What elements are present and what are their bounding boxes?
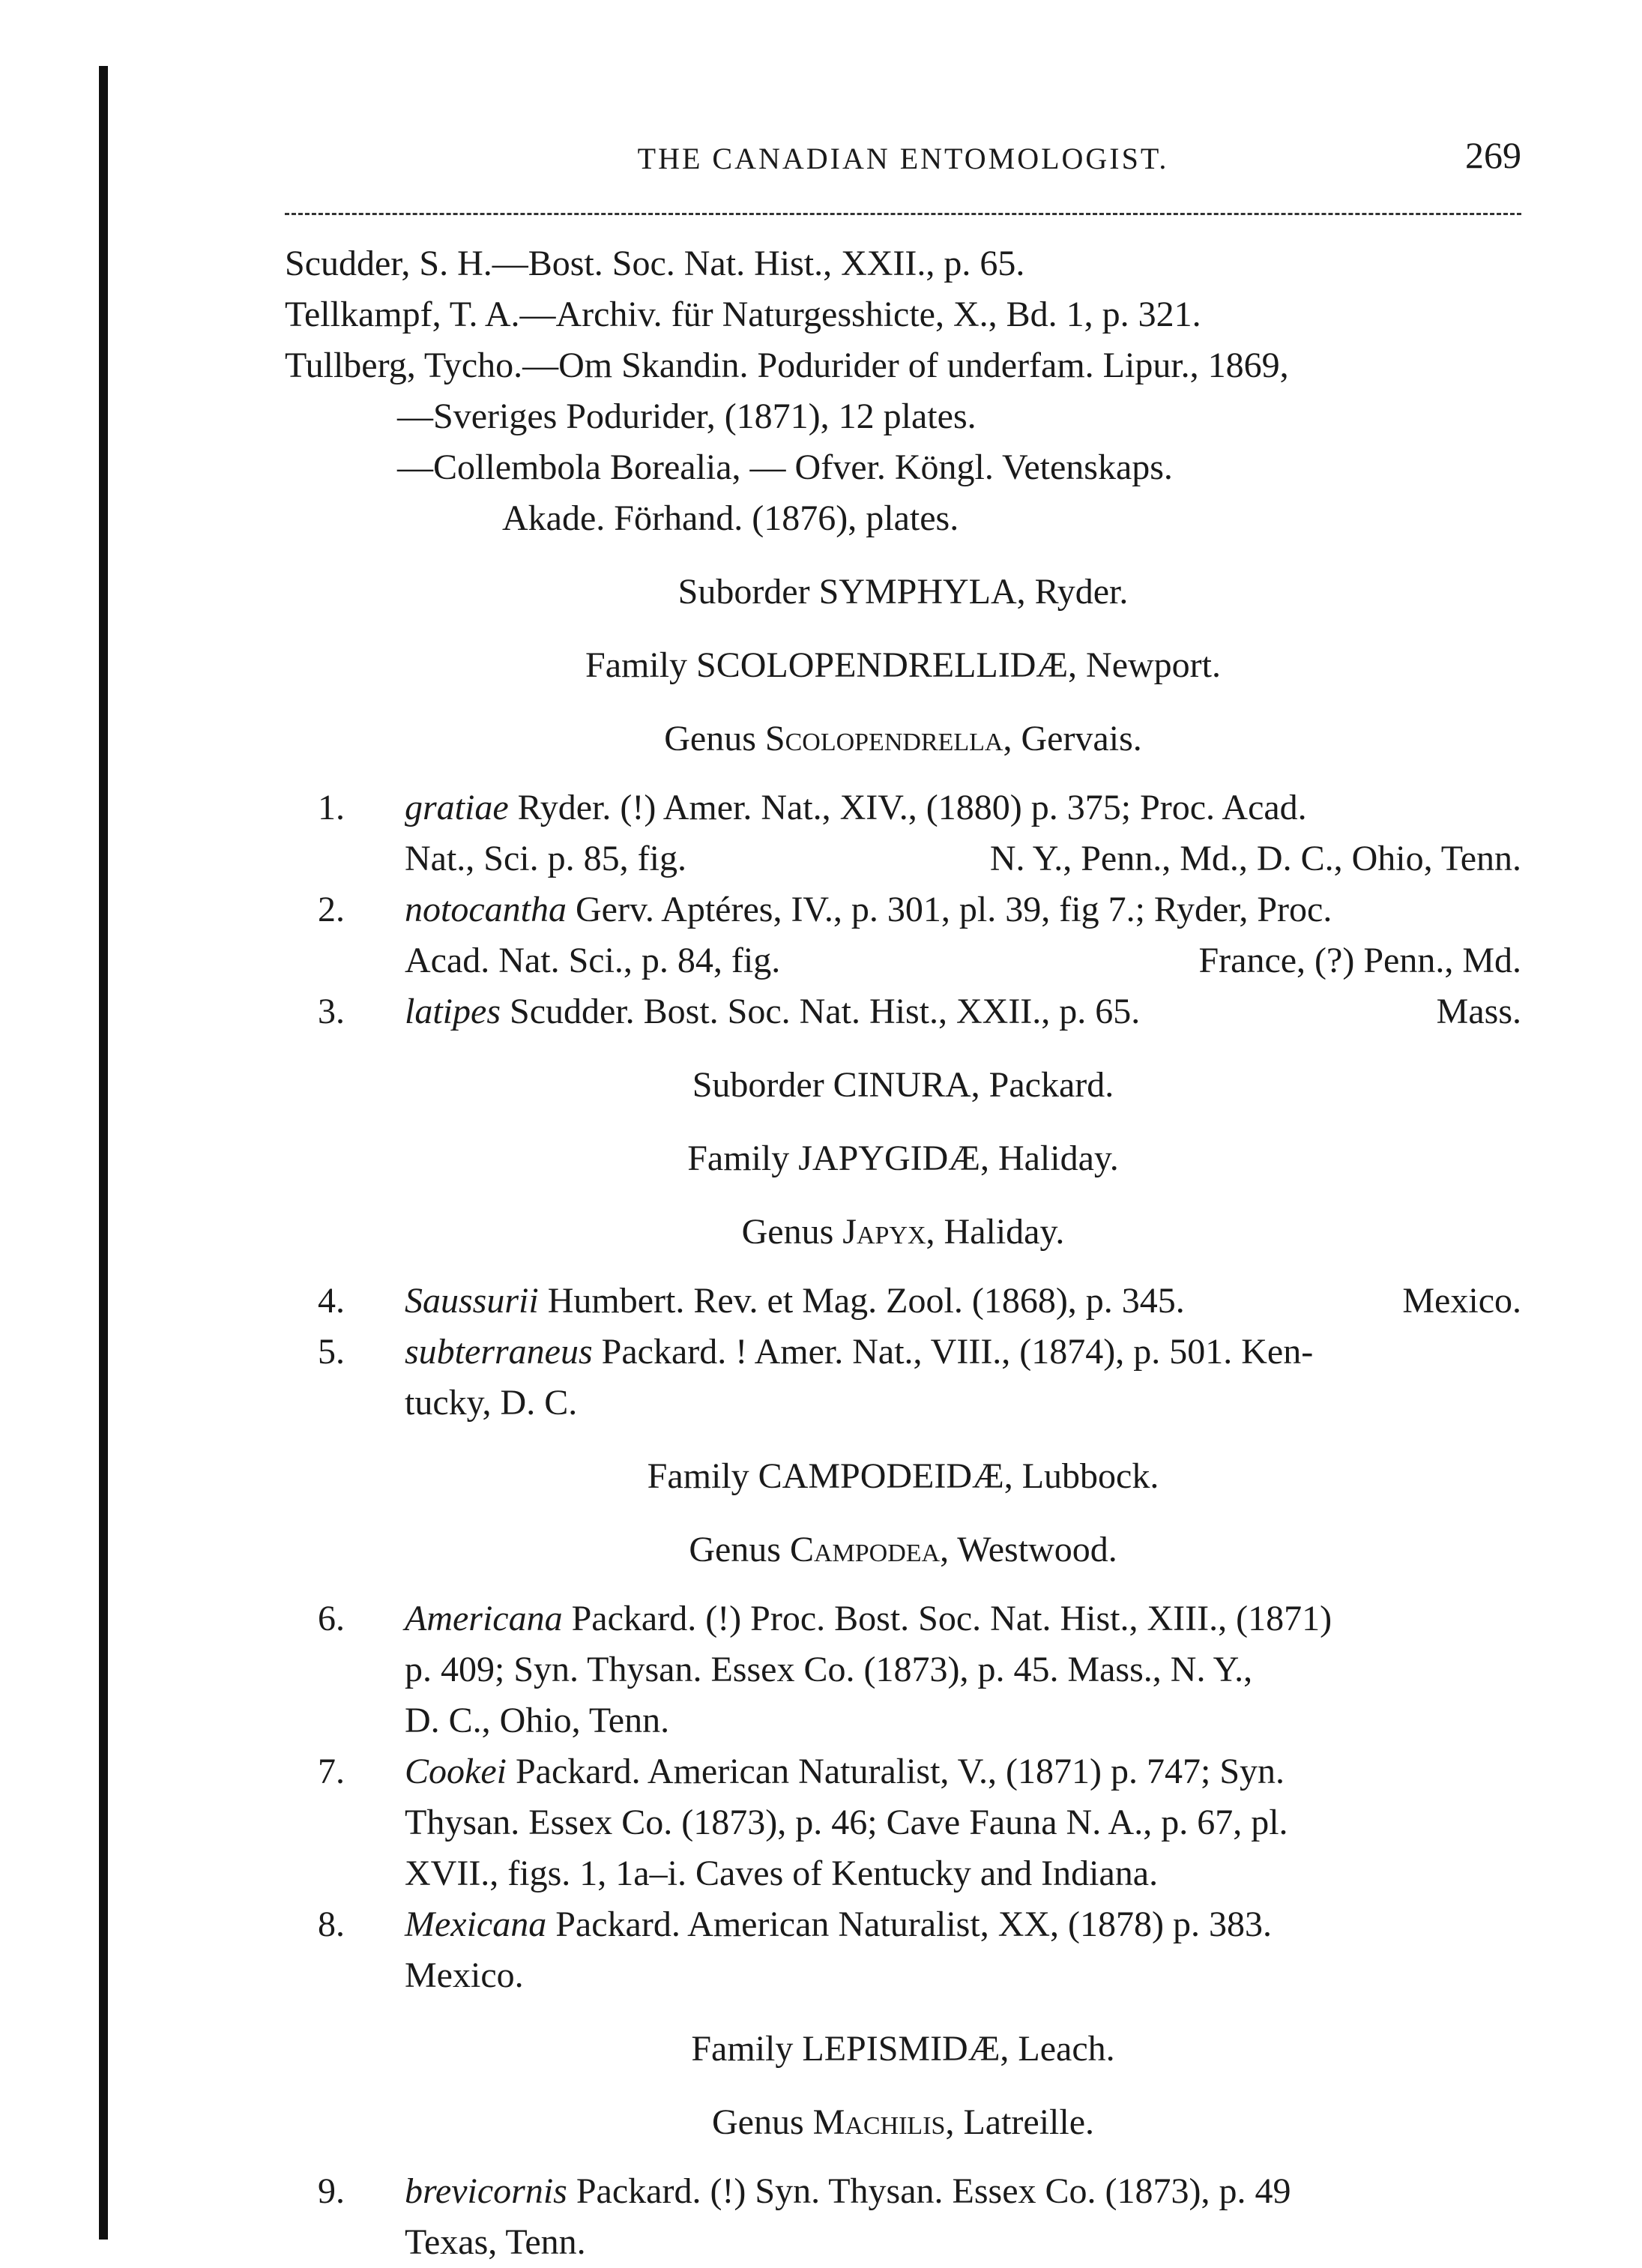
species-entry: 9. brevicornis Packard. (!) Syn. Thysan. Essex Co. (1873), p. 49 Texas, Tenn. — [318, 2171, 1291, 2262]
species-name: Americana — [405, 1599, 563, 1638]
species-name: Mexicana — [405, 1904, 547, 1944]
reference-line: Scudder, S. H.—Bost. Soc. Nat. Hist., XXII., p. 65. — [285, 244, 1025, 283]
species-name: latipes — [405, 992, 501, 1031]
header-rule — [285, 213, 1521, 215]
genus-heading: Genus Japyx, Haliday. — [741, 1212, 1065, 1252]
species-entry: 4. Saussurii Humbert. Rev. et Mag. Zool. (1868), p. 345. Mexico. — [285, 1276, 1521, 1327]
family-heading: Family CAMPODEIDÆ, Lubbock. — [647, 1456, 1159, 1496]
genus-name: Campodea — [789, 1530, 941, 1569]
reference-line: —Sveriges Podurider, (1871), 12 plates. — [397, 396, 977, 436]
genus-heading: Genus Machilis, Latreille. — [711, 2102, 1094, 2142]
reference-line: Tullberg, Tycho.—Om Skandin. Podurider of underfam. Lipur., 1869, — [285, 346, 1289, 385]
species-entry: 6. Americana Packard. (!) Proc. Bost. Soc. Nat. Hist., XIII., (1871) p. 409; Syn. Thysan. Essex Co. (1873), p. 45. Mass., N. Y., D. C., Ohio, Tenn. — [318, 1599, 1332, 1740]
species-name: subterraneus — [405, 1332, 593, 1372]
page-number: 269 — [1465, 134, 1521, 176]
species-entry: 2. notocantha Gerv. Aptéres, IV., p. 301, pl. 39, fig 7.; Ryder, Proc. Acad. Nat. Sci., p. 84, fig. France, (?) Penn., Md. — [285, 884, 1521, 986]
reference-line: Tellkampf, T. A.—Archiv. für Naturgesshicte, X., Bd. 1, p. 321. — [285, 295, 1201, 334]
species-entry: 1. gratiae Ryder. (!) Amer. Nat., XIV., (1880) p. 375; Proc. Acad. Nat., Sci. p. 85, fig. N. Y., Penn., Md., D. C., Ohio, Tenn. — [285, 782, 1521, 884]
page-body — [285, 238, 1521, 2268]
locality: France, (?) Penn., Md. — [1198, 941, 1521, 980]
reference-line: Akade. Förhand. (1876), plates. — [502, 498, 959, 538]
species-name: notocantha — [405, 890, 567, 929]
species-name: Cookei — [405, 1752, 507, 1791]
family-heading: Family JAPYGIDÆ, Haliday. — [687, 1138, 1119, 1178]
reference-line: —Collembola Borealia, — Ofver. Köngl. Vetenskaps. — [397, 447, 1173, 487]
journal-title: THE CANADIAN ENTOMOLOGIST. — [637, 142, 1169, 175]
species-entry: 3. latipes Scudder. Bost. Soc. Nat. Hist., XXII., p. 65. Mass. — [285, 986, 1521, 1037]
family-heading: Family LEPISMIDÆ, Leach. — [691, 2029, 1115, 2069]
locality: Mass. — [1436, 992, 1521, 1031]
species-name: Saussurii — [405, 1281, 539, 1321]
species-entry: 7. Cookei Packard. American Naturalist, V., (1871) p. 747; Syn. Thysan. Essex Co. (1873), p. 46; Cave Fauna N. A., p. 67, pl. XVII., figs. 1, 1a–i. Caves of Kentucky and Indiana. — [318, 1752, 1288, 1893]
genus-heading: Genus Campodea, Westwood. — [689, 1530, 1117, 1569]
genus-name: Scolopendrella — [764, 719, 1003, 758]
suborder-heading: Suborder SYMPHYLA, Ryder. — [677, 572, 1129, 612]
species-entry: 8. Mexicana Packard. American Naturalist, XX, (1878) p. 383. Mexico. — [318, 1904, 1272, 1995]
species-entry: 5. subterraneus Packard. ! Amer. Nat., VIII., (1874), p. 501. Ken- tucky, D. C. — [318, 1332, 1314, 1423]
family-heading: Family SCOLOPENDRELLIDÆ, Newport. — [585, 645, 1221, 685]
species-name: brevicornis — [405, 2171, 567, 2211]
suborder-heading: Suborder CINURA, Packard. — [692, 1065, 1114, 1105]
running-header — [285, 134, 1521, 186]
species-name: gratiae — [405, 788, 509, 827]
genus-heading: Genus Scolopendrella, Gervais. — [664, 719, 1142, 758]
genus-name: Japyx — [842, 1212, 926, 1252]
locality: N. Y., Penn., Md., D. C., Ohio, Tenn. — [989, 839, 1521, 878]
locality: Mexico. — [1402, 1281, 1521, 1321]
genus-name: Machilis — [812, 2102, 946, 2142]
